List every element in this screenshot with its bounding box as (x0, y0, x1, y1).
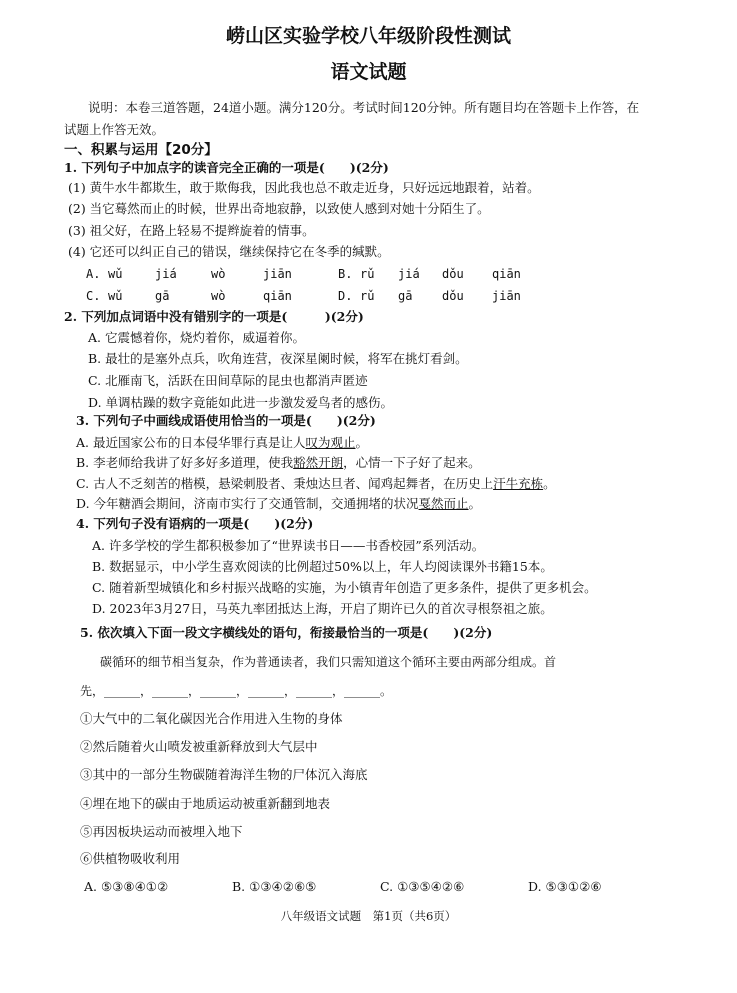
q1-item: (4) 它还可以纠正自己的错误，继续保持它在冬季的缄默。 (68, 244, 390, 259)
q5-item: ③其中的一部分生物碳随着海洋生物的尸体沉入海底 (80, 767, 368, 782)
q2-option: A. 它震憾着你，烧灼着你，威逼着你。 (88, 330, 305, 345)
q5-item: ④埋在地下的碳由于地质运动被重新翻到地表 (80, 796, 331, 811)
q2-option: D. 单调枯躁的数字竟能如此进一步激发爱鸟者的感伤。 (88, 395, 394, 410)
q5-option-b: B. ①③④②⑥⑤ (232, 879, 317, 894)
pinyin: rǔ (360, 267, 375, 281)
q1-stem: 1. 下列句子中加点字的读音完全正确的一项是( )(2分) (64, 160, 389, 175)
q1-item: (2) 当它蓦然而止的时候，世界出奇地寂静，以致使人感到对她十分陌生了。 (68, 201, 490, 216)
q5-option-a: A. ⑤③⑧④①② (84, 879, 169, 894)
q3-option (76, 496, 481, 512)
q5-blanks: 先，______，______，______，______，______，______。 (80, 684, 393, 698)
pinyin: qiān (492, 267, 521, 281)
pinyin: jiān (263, 267, 292, 281)
q5-stem: 5. 依次填入下面一段文字横线处的语句，衔接最恰当的一项是( )(2分) (80, 625, 493, 640)
q2-option: C. 北雁南飞，活跃在田间草际的昆虫也都消声匿迹 (88, 373, 368, 388)
section-heading: 一、积累与运用【20分】 (64, 142, 218, 158)
option-letter: C. (86, 289, 101, 303)
text: B. 李老师给我讲了好多好多道理，使我 (76, 455, 294, 470)
q1-item: (1) 黄牛水牛都欺生，敢于欺侮我，因此我也总不敢走近身，只好远远地跟着，站着。 (68, 180, 540, 195)
q5-option-c: C. ①③⑤④②⑥ (380, 879, 465, 894)
exam-title: 崂山区实验学校八年级阶段性测试 (225, 25, 511, 47)
option-letter: B. (338, 267, 353, 281)
q2-stem: 2. 下列加点词语中没有错别字的一项是( )(2分) (64, 309, 364, 324)
q4-stem: 4. 下列句子没有语病的一项是( )(2分) (76, 516, 314, 531)
q5-item: ⑥供植物吸收利用 (80, 851, 181, 866)
q1-item: (3) 祖父好，在路上轻易不提辫旋着的情事。 (68, 223, 315, 238)
pinyin: jiān (492, 289, 521, 303)
q4-option: D. 2023年3月27日，马英九率团抵达上海，开启了期许已久的首次寻根祭祖之旅。 (92, 601, 553, 616)
option-letter: D. (338, 289, 353, 303)
text: D. 今年糖酒会期间，济南市实行了交通管制，交通拥堵的状况 (76, 496, 419, 511)
q3-option (76, 435, 368, 451)
page-footer: 八年级语文试题 第1页（共6页） (280, 909, 457, 923)
text: A. 最近国家公布的日本侵华罪行真是让人 (76, 435, 306, 450)
text: 。 (355, 435, 369, 450)
pinyin: dǒu (442, 267, 464, 281)
pinyin: wò (211, 289, 226, 303)
pinyin: gā (155, 289, 170, 303)
q5-option-d: D. ⑤③①②⑥ (528, 879, 602, 894)
q5-item: ①大气中的二氧化碳因光合作用进入生物的身体 (80, 711, 343, 726)
q4-option: A. 许多学校的学生都积极参加了“世界读书日——书香校园”系列活动。 (92, 538, 485, 553)
exam-subtitle: 语文试题 (330, 61, 407, 83)
q3-stem: 3. 下列句子中画线成语使用恰当的一项是( )(2分) (76, 413, 376, 428)
q5-item: ⑤再因板块运动而被埋入地下 (80, 824, 243, 839)
underlined-idiom: 叹为观止 (305, 435, 356, 450)
pinyin: qiān (263, 289, 292, 303)
pinyin: wǔ (108, 289, 123, 303)
underlined-idiom: 汗牛充栋 (493, 476, 544, 491)
option-letter: A. (86, 267, 101, 281)
q3-option (76, 476, 556, 492)
underlined-idiom: 戛然而止 (418, 496, 469, 511)
text: ，心情一下子好了起来。 (343, 455, 481, 470)
q2-option: B. 最壮的是塞外点兵，吹角连营，夜深星阑时候，将军在挑灯看剑。 (88, 351, 468, 366)
text: 。 (468, 496, 482, 511)
q5-passage: 碳循环的细节相当复杂，作为普通读者，我们只需知道这个循环主要由两部分组成。首 (100, 655, 557, 669)
text: 。 (543, 476, 556, 491)
q3-option (76, 455, 481, 471)
q5-item: ②然后随着火山喷发被重新释放到大气层中 (80, 739, 318, 754)
text: C. 古人不乏刻苦的楷模，悬梁刺股者、秉烛达旦者、闻鸡起舞者，在历史上 (76, 476, 494, 491)
underlined-idiom: 豁然开朗 (293, 455, 344, 470)
instructions-line-2: 试题上作答无效。 (64, 122, 165, 137)
pinyin: jiá (398, 267, 420, 281)
q4-option: B. 数据显示，中小学生喜欢阅读的比例超过50%以上，年人均阅读课外书籍15本。 (92, 559, 553, 574)
pinyin: wǔ (108, 267, 123, 281)
pinyin: gā (398, 289, 413, 303)
pinyin: wò (211, 267, 226, 281)
q4-option: C. 随着新型城镇化和乡村振兴战略的实施，为小镇青年创造了更多条件，提供了更多机会。 (92, 580, 597, 595)
instructions-line-1: 说明：本卷三道答题，24道小题。满分120分。考试时间120分钟。所有题目均在答题卡上作答，在 (88, 100, 640, 115)
pinyin: rǔ (360, 289, 375, 303)
pinyin: dǒu (442, 289, 464, 303)
pinyin: jiá (155, 267, 177, 281)
